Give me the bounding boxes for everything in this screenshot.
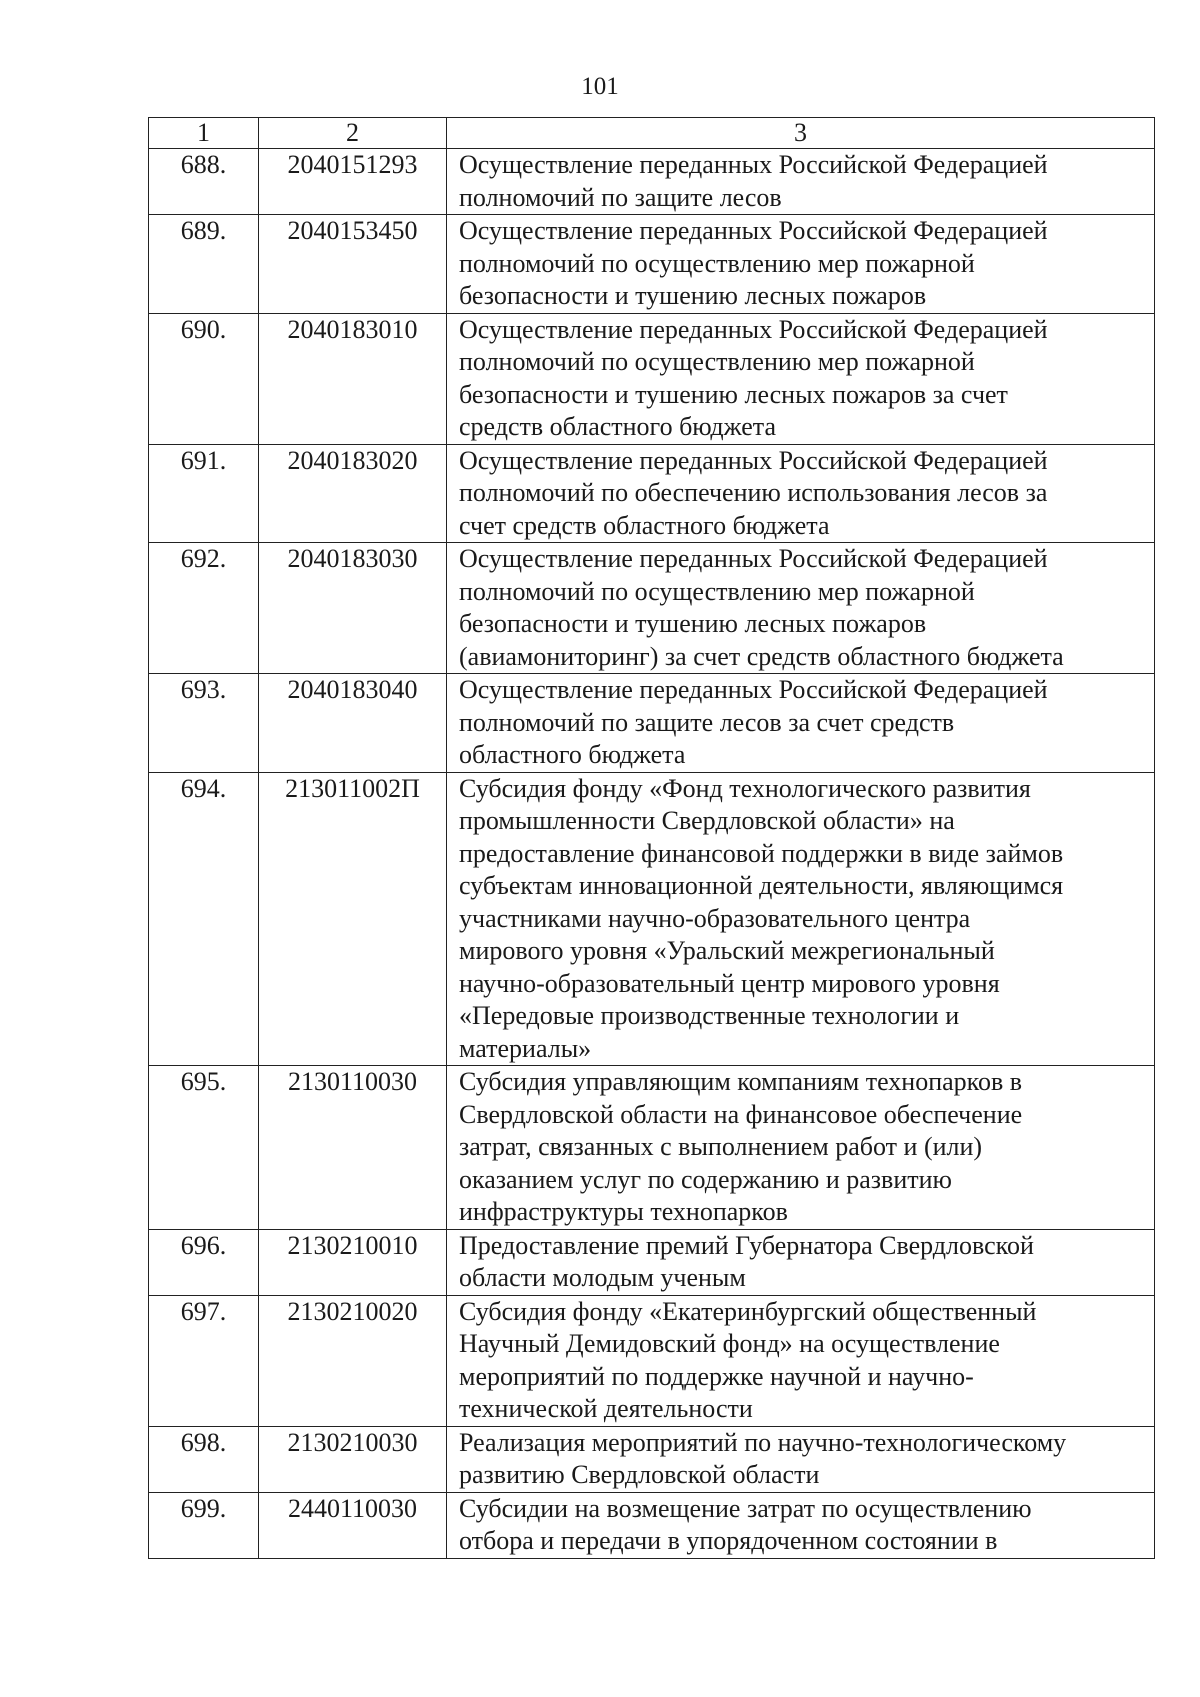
description-line: Субсидия управляющим компаниям технопарков в [459, 1067, 1023, 1096]
row-code: 2040153450 [259, 215, 447, 314]
description-line: области молодым ученым [459, 1263, 746, 1292]
table-row [149, 215, 1155, 314]
row-code: 2130210030 [259, 1426, 447, 1492]
header-row [149, 118, 1155, 149]
row-code: 2040183040 [259, 674, 447, 773]
row-number: 697. [149, 1295, 259, 1426]
row-number: 698. [149, 1426, 259, 1492]
description-line: предоставление финансовой поддержки в виде займов [459, 838, 1064, 868]
description-line: развитию Свердловской области [459, 1460, 820, 1489]
description-line: областного бюджета [459, 740, 686, 769]
header-cell-1: 1 [149, 118, 259, 149]
row-code: 2040183010 [259, 313, 447, 444]
table-row [149, 149, 1155, 215]
table-row [149, 1066, 1155, 1230]
description-line: полномочий по осуществлению мер пожарной [459, 576, 975, 606]
row-description [447, 1066, 1155, 1230]
row-description [447, 149, 1155, 215]
table-row [149, 1295, 1155, 1426]
row-description [447, 215, 1155, 314]
row-description [447, 313, 1155, 444]
row-description [447, 543, 1155, 674]
description-line: субъектам инновационной деятельности, являющимся [459, 871, 1064, 900]
row-code: 2040183020 [259, 444, 447, 543]
row-code: 213011002П [259, 772, 447, 1066]
table-row [149, 313, 1155, 444]
row-number: 693. [149, 674, 259, 773]
table-row [149, 674, 1155, 773]
table-row [149, 444, 1155, 543]
description-line: Реализация мероприятий по научно-технологическому [459, 1427, 1067, 1457]
description-line: безопасности и тушению лесных пожаров за счет [459, 379, 1008, 409]
row-description [447, 444, 1155, 543]
table-row [149, 1426, 1155, 1492]
register-table [148, 117, 1155, 1559]
description-line: Осуществление переданных Российской Федерацией [459, 675, 1048, 704]
description-line: Осуществление переданных Российской Федерацией [459, 150, 1048, 179]
description-line: Субсидия фонду «Фонд технологического развития [459, 773, 1031, 803]
description-line: Осуществление переданных Российской Федерацией [459, 314, 1048, 344]
row-number: 694. [149, 772, 259, 1066]
description-line: полномочий по осуществлению мер пожарной [459, 248, 975, 278]
row-description [447, 772, 1155, 1066]
table-row [149, 543, 1155, 674]
description-line: Осуществление переданных Российской Федерацией [459, 544, 1048, 573]
row-code: 2040151293 [259, 149, 447, 215]
row-number: 688. [149, 149, 259, 215]
description-line: полномочий по обеспечению использования лесов за [459, 478, 1048, 507]
description-line: мирового уровня «Уральский межрегиональный [459, 936, 995, 965]
row-code: 2040183030 [259, 543, 447, 674]
description-line: Предоставление премий Губернатора Свердловской [459, 1230, 1034, 1260]
header-cell-3: 3 [447, 118, 1155, 149]
description-line: мероприятий по поддержке научной и научно- [459, 1361, 974, 1391]
description-line: участниками научно-образовательного центра [459, 903, 971, 933]
description-line: инфраструктуры технопарков [459, 1197, 788, 1226]
row-code: 2130210010 [259, 1229, 447, 1295]
row-description [447, 1295, 1155, 1426]
description-line: Осуществление переданных Российской Федерацией [459, 216, 1048, 245]
row-code: 2130110030 [259, 1066, 447, 1230]
page-number: 101 [581, 73, 619, 100]
row-number: 695. [149, 1066, 259, 1230]
row-number: 696. [149, 1229, 259, 1295]
description-line: безопасности и тушению лесных пожаров [459, 609, 927, 638]
description-line: полномочий по осуществлению мер пожарной [459, 347, 975, 376]
row-description [447, 674, 1155, 773]
row-code: 2130210020 [259, 1295, 447, 1426]
description-line: оказанием услуг по содержанию и развитию [459, 1164, 952, 1194]
description-line: Осуществление переданных Российской Федерацией [459, 445, 1048, 475]
description-line: полномочий по защите лесов [459, 182, 782, 212]
description-line: затрат, связанных с выполнением работ и (или) [459, 1132, 983, 1161]
row-code: 2440110030 [259, 1492, 447, 1558]
row-description [447, 1229, 1155, 1295]
row-number: 691. [149, 444, 259, 543]
row-number: 692. [149, 543, 259, 674]
description-line: Свердловской области на финансовое обеспечение [459, 1099, 1023, 1129]
table-row [149, 1492, 1155, 1558]
description-line: Субсидии на возмещение затрат по осуществлению [459, 1493, 1032, 1523]
description-line: «Передовые производственные технологии и [459, 1001, 960, 1030]
row-description [447, 1492, 1155, 1558]
description-line: (авиамониторинг) за счет средств областного бюджета [459, 641, 1064, 671]
table-body [149, 149, 1155, 1559]
description-line: промышленности Свердловской области» на [459, 806, 955, 835]
description-line: Научный Демидовский фонд» на осуществление [459, 1329, 1000, 1358]
table-row [149, 772, 1155, 1066]
row-number: 690. [149, 313, 259, 444]
row-number: 699. [149, 1492, 259, 1558]
description-line: отбора и передачи в упорядоченном состоянии в [459, 1526, 998, 1555]
description-line: полномочий по защите лесов за счет средств [459, 707, 955, 737]
description-line: счет средств областного бюджета [459, 510, 830, 540]
row-description [447, 1426, 1155, 1492]
description-line: Субсидия фонду «Екатеринбургский общественный [459, 1296, 1037, 1326]
description-line: средств областного бюджета [459, 412, 777, 441]
description-line: технической деятельности [459, 1394, 753, 1423]
row-number: 689. [149, 215, 259, 314]
header-cell-2: 2 [259, 118, 447, 149]
description-line: материалы» [459, 1033, 592, 1063]
description-line: научно-образовательный центр мирового уровня [459, 968, 1000, 998]
table-row [149, 1229, 1155, 1295]
description-line: безопасности и тушению лесных пожаров [459, 281, 927, 310]
